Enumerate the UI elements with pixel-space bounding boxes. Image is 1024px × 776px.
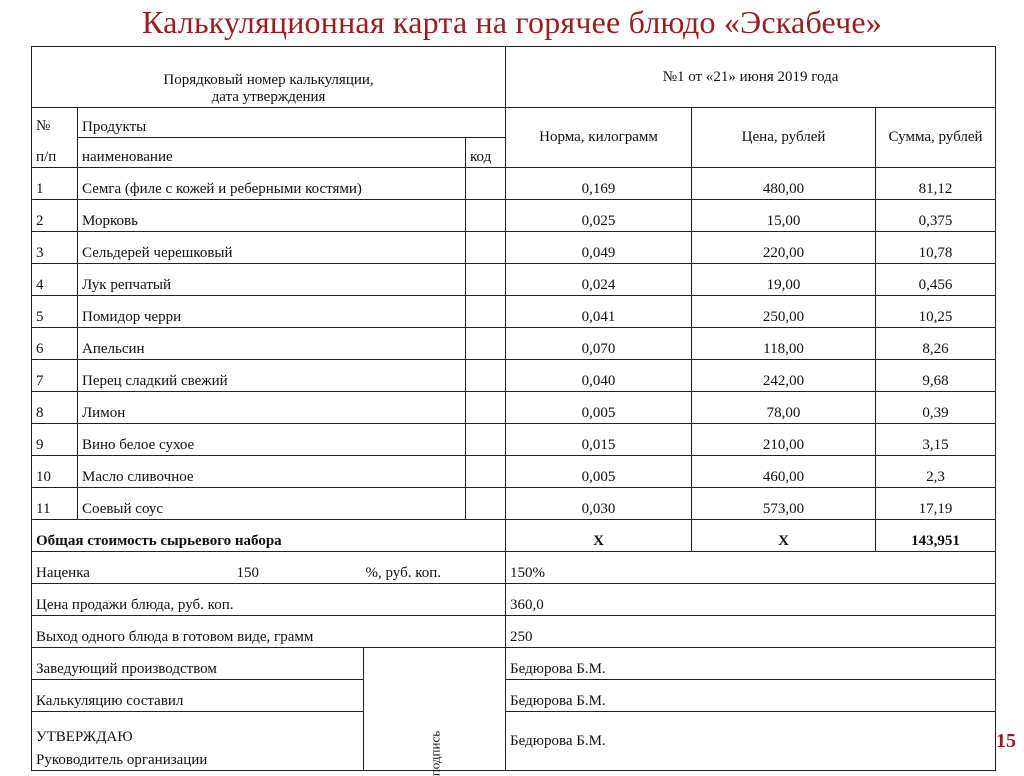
yield-value: 250 — [506, 616, 996, 648]
org-head-label: Руководитель организации — [36, 752, 208, 768]
approve-label: УТВЕРЖДАЮ — [36, 729, 133, 745]
row-number: 9 — [32, 424, 78, 456]
row-norm: 0,041 — [506, 296, 692, 328]
row-sum: 2,3 — [876, 456, 996, 488]
row-price: 15,00 — [692, 200, 876, 232]
row-price: 480,00 — [692, 168, 876, 200]
row-number: 3 — [32, 232, 78, 264]
price-header: Цена, рублей — [692, 108, 876, 168]
row-number: 4 — [32, 264, 78, 296]
sale-price-row — [32, 584, 996, 616]
norm-header: Норма, килограмм — [506, 108, 692, 168]
signature-label: подпись — [427, 730, 443, 776]
org-head-value: Бедюрова Б.М. — [506, 712, 996, 771]
total-row — [32, 520, 996, 552]
sale-price-value: 360,0 — [506, 584, 996, 616]
row-code — [466, 456, 506, 488]
markup-inline-value: 150 — [236, 565, 259, 581]
sum-header: Сумма, рублей — [876, 108, 996, 168]
row-name: Лимон — [78, 392, 466, 424]
row-price: 19,00 — [692, 264, 876, 296]
row-price: 118,00 — [692, 328, 876, 360]
row-price: 573,00 — [692, 488, 876, 520]
row-sum: 0,39 — [876, 392, 996, 424]
products-header: Продукты — [78, 108, 506, 138]
row-norm: 0,049 — [506, 232, 692, 264]
row-price: 460,00 — [692, 456, 876, 488]
row-norm: 0,015 — [506, 424, 692, 456]
row-name: Масло сливочное — [78, 456, 466, 488]
row-code — [466, 200, 506, 232]
row-number: 2 — [32, 200, 78, 232]
row-code — [466, 264, 506, 296]
table-row — [32, 360, 996, 392]
head-signature-row — [32, 648, 996, 680]
row-name: Апельсин — [78, 328, 466, 360]
row-norm: 0,040 — [506, 360, 692, 392]
row-norm: 0,005 — [506, 456, 692, 488]
table-row — [32, 296, 996, 328]
markup-label: Наценка — [36, 565, 90, 581]
markup-row — [32, 552, 996, 584]
row-price: 78,00 — [692, 392, 876, 424]
signature-cell — [364, 648, 506, 776]
row-name: Семга (филе с кожей и реберными костями) — [78, 168, 466, 200]
row-name: Морковь — [78, 200, 466, 232]
row-sum: 8,26 — [876, 328, 996, 360]
row-number: 1 — [32, 168, 78, 200]
row-name: Перец сладкий свежий — [78, 360, 466, 392]
row-name: Помидор черри — [78, 296, 466, 328]
row-number: 6 — [32, 328, 78, 360]
row-name: Сельдерей черешковый — [78, 232, 466, 264]
total-norm: Х — [506, 520, 692, 552]
table-row — [32, 328, 996, 360]
table-row — [32, 488, 996, 520]
approve-signature-row — [32, 712, 996, 771]
row-sum: 0,375 — [876, 200, 996, 232]
name-header: наименование — [78, 138, 466, 168]
row-code — [466, 392, 506, 424]
row-sum: 0,456 — [876, 264, 996, 296]
table-row — [32, 264, 996, 296]
table-row — [32, 392, 996, 424]
row-price: 220,00 — [692, 232, 876, 264]
calc-number-value: №1 от «21» июня 2019 года — [506, 47, 996, 108]
row-number: 10 — [32, 456, 78, 488]
row-norm: 0,070 — [506, 328, 692, 360]
row-number: 11 — [32, 488, 78, 520]
table-row — [32, 232, 996, 264]
row-code — [466, 296, 506, 328]
head-value: Бедюрова Б.М. — [506, 648, 996, 680]
composer-signature-row — [32, 680, 996, 712]
header-products-row — [32, 108, 996, 138]
row-number: 8 — [32, 392, 78, 424]
total-price: Х — [692, 520, 876, 552]
row-sum: 9,68 — [876, 360, 996, 392]
row-code — [466, 232, 506, 264]
calc-number-label: Порядковый номер калькуляции, дата утверждения — [32, 47, 506, 108]
row-sum: 10,78 — [876, 232, 996, 264]
page-title: Калькуляционная карта на горячее блюдо «Эскабече» — [141, 4, 883, 40]
row-sum: 10,25 — [876, 296, 996, 328]
total-label: Общая стоимость сырьевого набора — [32, 520, 506, 552]
row-sum: 81,12 — [876, 168, 996, 200]
table-row — [32, 168, 996, 200]
row-name: Лук репчатый — [78, 264, 466, 296]
markup-label-cell — [32, 552, 506, 584]
row-code — [466, 360, 506, 392]
ingredients-body — [32, 168, 996, 520]
head-label: Заведующий производством — [32, 648, 364, 680]
row-code — [466, 488, 506, 520]
total-sum: 143,951 — [876, 520, 996, 552]
row-norm: 0,030 — [506, 488, 692, 520]
row-norm: 0,169 — [506, 168, 692, 200]
code-header: код — [466, 138, 506, 168]
composer-label: Калькуляцию составил — [32, 680, 364, 712]
approve-label-cell — [32, 712, 364, 771]
row-norm: 0,025 — [506, 200, 692, 232]
row-price: 250,00 — [692, 296, 876, 328]
row-code — [466, 424, 506, 456]
calculation-table — [31, 46, 996, 776]
row-code — [466, 328, 506, 360]
row-norm: 0,005 — [506, 392, 692, 424]
table-row — [32, 456, 996, 488]
yield-row — [32, 616, 996, 648]
row-norm: 0,024 — [506, 264, 692, 296]
markup-value: 150% — [506, 552, 996, 584]
header-calc-row — [32, 47, 996, 108]
row-name: Соевый соус — [78, 488, 466, 520]
row-code — [466, 168, 506, 200]
row-price: 242,00 — [692, 360, 876, 392]
row-name: Вино белое сухое — [78, 424, 466, 456]
num-header: № п/п — [32, 108, 78, 168]
markup-unit: %, руб. коп. — [365, 565, 442, 581]
table-row — [32, 200, 996, 232]
row-price: 210,00 — [692, 424, 876, 456]
row-sum: 17,19 — [876, 488, 996, 520]
row-number: 7 — [32, 360, 78, 392]
sale-price-label: Цена продажи блюда, руб. коп. — [32, 584, 506, 616]
row-number: 5 — [32, 296, 78, 328]
yield-label: Выход одного блюда в готовом виде, грамм — [32, 616, 506, 648]
row-sum: 3,15 — [876, 424, 996, 456]
table-row — [32, 424, 996, 456]
page-number: 15 — [996, 730, 1016, 752]
composer-value: Бедюрова Б.М. — [506, 680, 996, 712]
